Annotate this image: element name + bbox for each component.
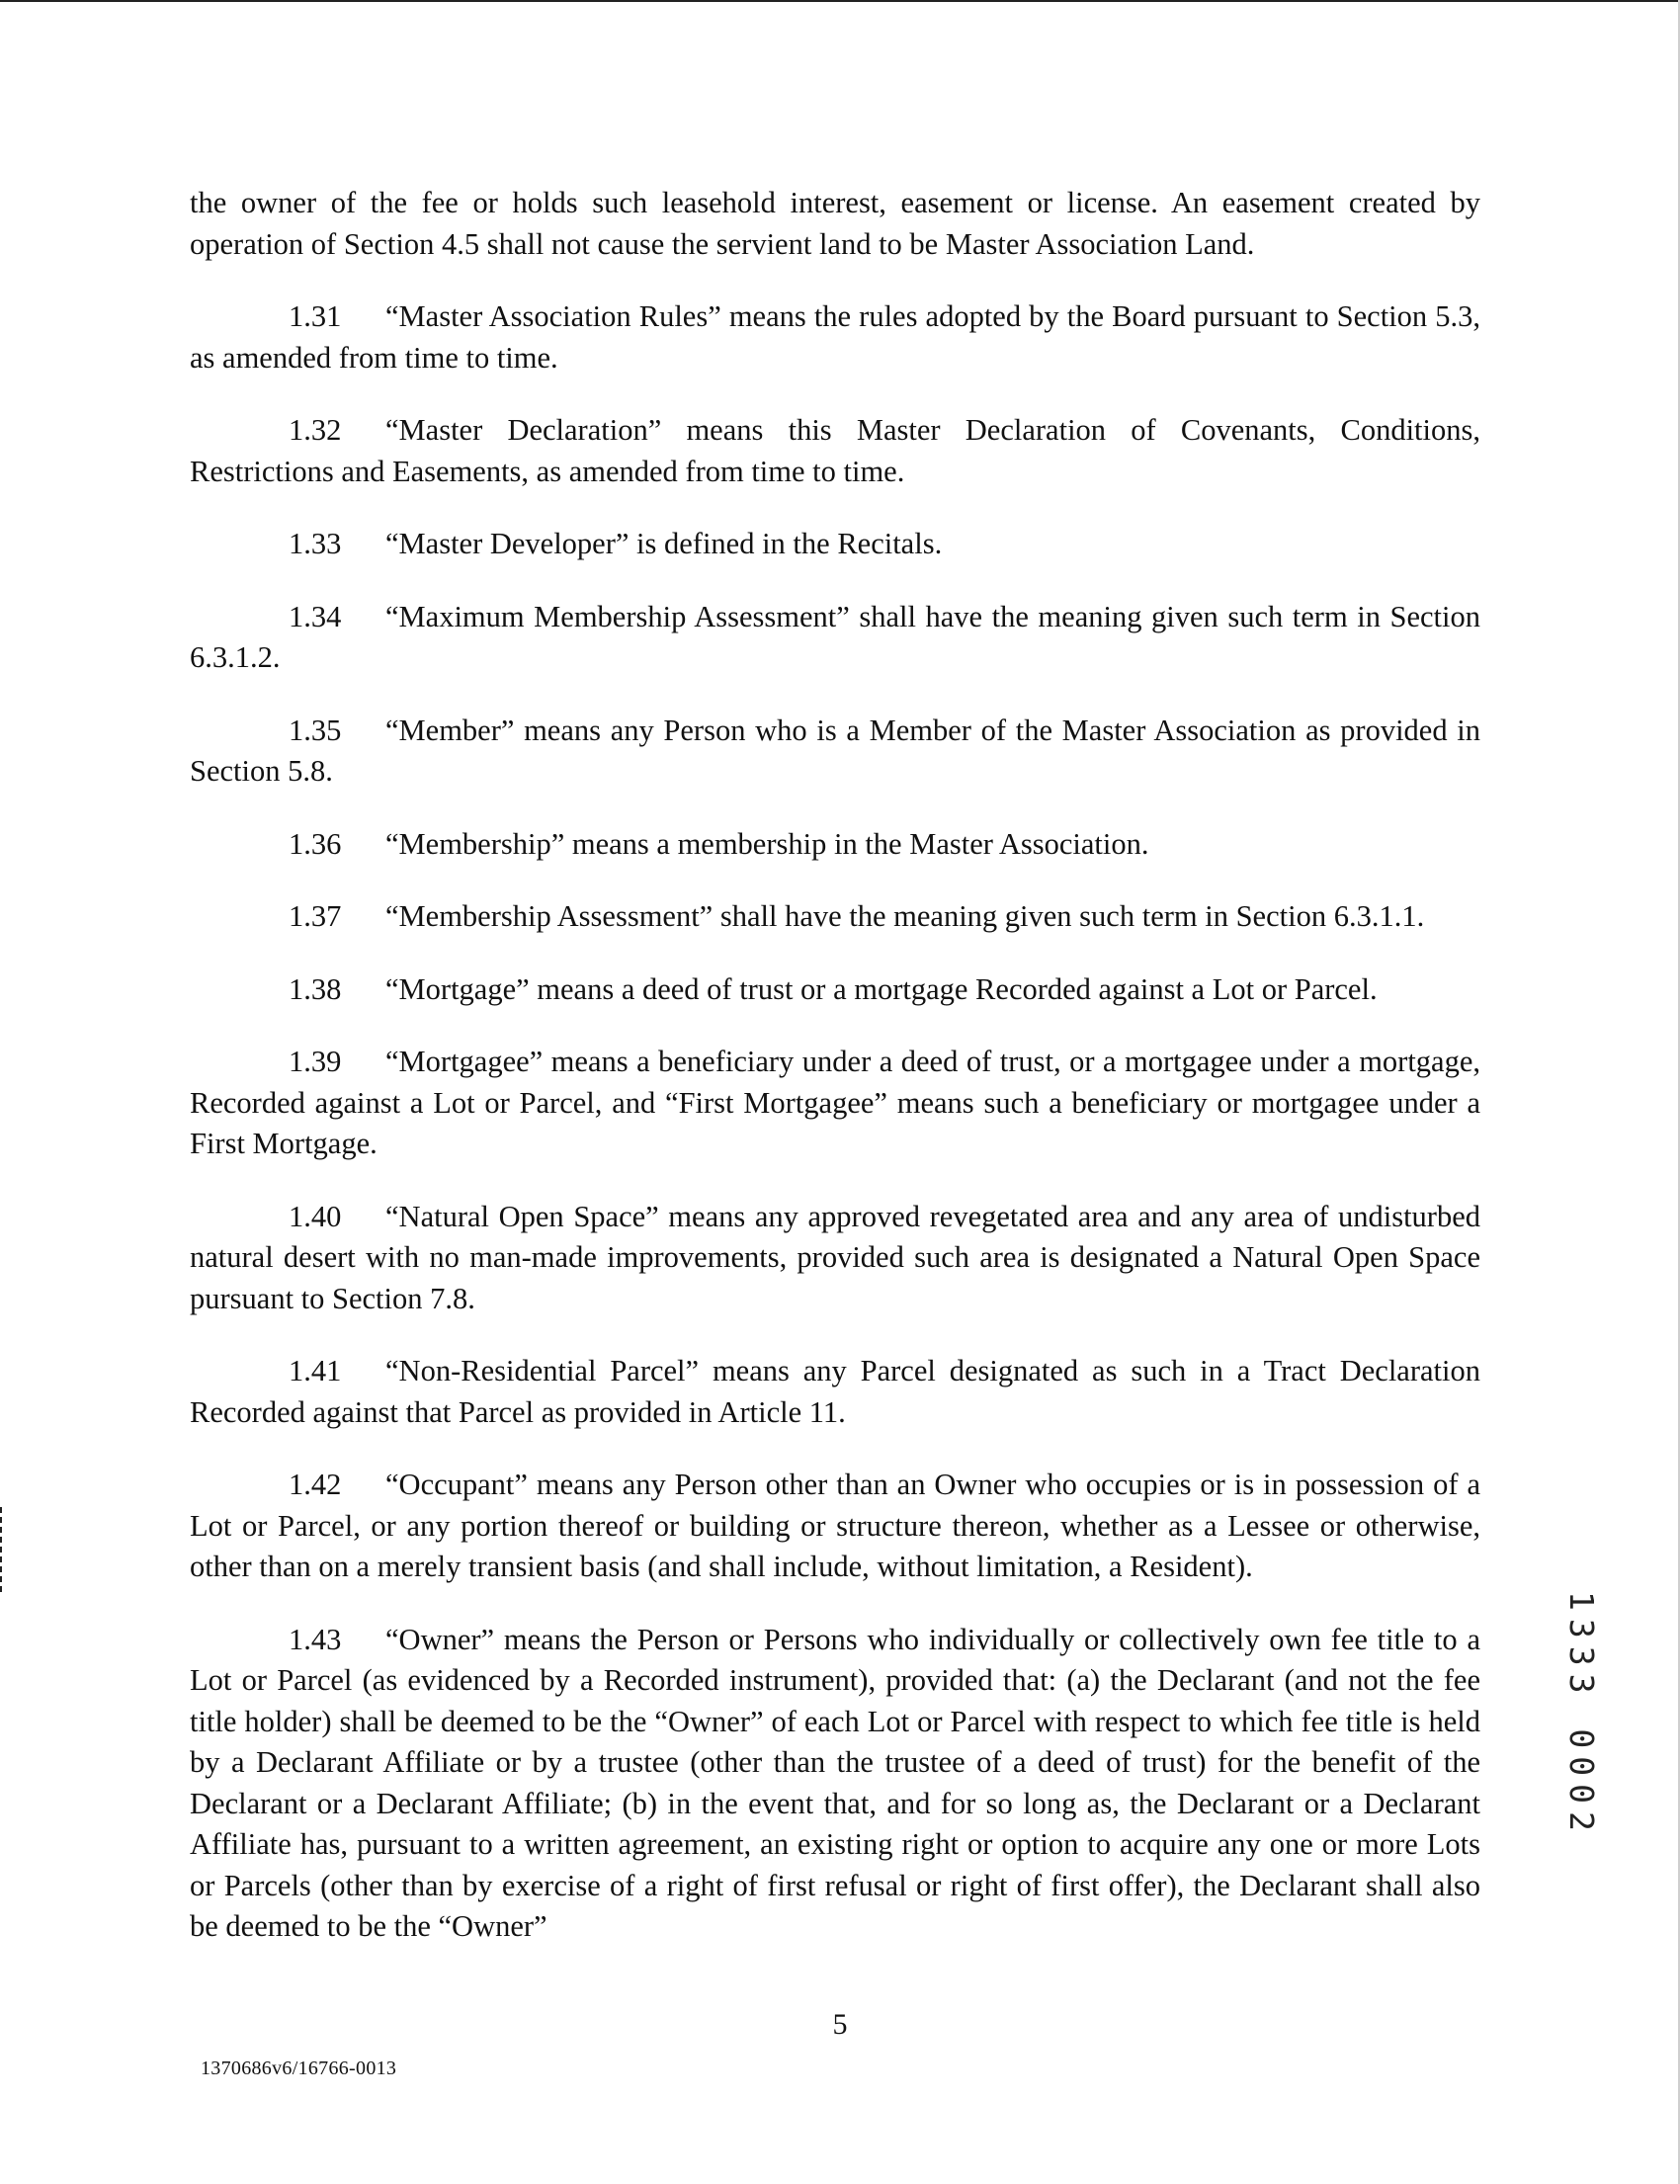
definition-1-35 [190,711,1480,793]
definition-number: 1.32 [289,413,342,447]
definition-1-39 [190,1042,1480,1165]
definition-number: 1.40 [289,1199,342,1233]
definition-text: “Mortgagee” means a beneficiary under a deed of trust, or a mortgagee under a mortgage, Recorded against a Lot or Parcel, and “First Mortgagee” means such a beneficiary or mortgagee under a First Mortgage. [190,1045,1480,1160]
left-scan-mark [0,1507,2,1596]
definition-number: 1.34 [289,599,342,633]
definition-number: 1.31 [289,299,342,333]
definition-text: “Occupant” means any Person other than an Owner who occupies or is in possession of a Lot or Parcel, or any portion thereof or building or structure thereon, whether as a Lessee or otherwise, other than on a merely transient basis (and shall include, without limitation, a Resident). [190,1468,1480,1583]
continuation-paragraph: the owner of the fee or holds such leasehold interest, easement or license. An easement created by operation of Section 4.5 shall not cause the servient land to be Master Association Land. [190,186,1480,261]
definition-1-31 [190,296,1480,378]
definition-1-41 [190,1351,1480,1433]
page-number: 5 [832,2008,848,2041]
definition-1-32 [190,410,1480,492]
definition-text: “Non-Residential Parcel” means any Parcel designated as such in a Tract Declaration Recorded against that Parcel as provided in Article 11. [190,1354,1480,1429]
definition-1-40 [190,1197,1480,1320]
definition-number: 1.39 [289,1045,342,1078]
definition-number: 1.35 [289,713,342,747]
definition-number: 1.38 [289,971,342,1006]
definition-number: 1.42 [289,1468,342,1501]
definition-text: “Natural Open Space” means any approved revegetated area and any area of undisturbed natural desert with no man-made improvements, provided such area is designated a Natural Open Space pursuant to Section 7.8. [190,1199,1480,1315]
definition-text: “Master Declaration” means this Master Declaration of Covenants, Conditions, Restrictions and Easements, as amended from time to time. [190,413,1480,488]
definition-text: “Mortgage” means a deed of trust or a mortgage Recorded against a Lot or Parcel. [385,971,1378,1006]
definition-1-36 [190,824,1480,866]
definition-text: “Owner” means the Person or Persons who individually or collectively own fee title to a Lot or Parcel (as evidenced by a Recorded instrument), provided that: (a) the Declarant (and not the fee title holder) shall be deemed to be the “Owner” of each Lot or Parcel with respect to which fee title is held by a Declarant Affiliate or by a trustee (other than the trustee of a deed of trust) for the benefit of the Declarant or a Declarant Affiliate; (b) in the event that, and for so long as, the Declarant or a Declarant Affiliate has, pursuant to a written agreement, an existing right or option to acquire any one or more Lots or Parcels (other than by exercise of a right of first refusal or right of first offer), the Declarant shall also be deemed to be the “Owner” [190,1622,1480,1943]
top-border-line [0,0,1680,2]
document-id: 1370686v6/16766-0013 [201,2058,397,2079]
recording-stamp: 1333 0002 [1562,1591,1601,1839]
definition-1-38 [190,969,1480,1011]
definition-text: “Membership” means a membership in the Master Association. [385,826,1149,861]
definition-text: “Master Association Rules” means the rules adopted by the Board pursuant to Section 5.3, as amended from time to time. [190,299,1480,375]
definition-1-34 [190,597,1480,679]
definition-number: 1.41 [289,1354,342,1387]
definition-1-42 [190,1465,1480,1588]
definition-text: “Master Developer” is defined in the Recitals. [385,527,943,560]
definition-number: 1.36 [289,826,342,861]
definition-1-37 [190,896,1480,938]
definition-number: 1.43 [289,1622,342,1656]
definition-text: “Maximum Membership Assessment” shall have the meaning given such term in Section 6.3.1.2. [190,599,1480,674]
definition-number: 1.33 [289,527,342,560]
definition-1-43 [190,1620,1480,1948]
document-body [190,183,1480,1979]
definition-number: 1.37 [289,899,342,933]
definition-text: “Member” means any Person who is a Member of the Master Association as provided in Section 5.8. [190,713,1480,788]
definition-text: “Membership Assessment” shall have the meaning given such term in Section 6.3.1.1. [385,899,1425,933]
definition-1-33 [190,524,1480,565]
